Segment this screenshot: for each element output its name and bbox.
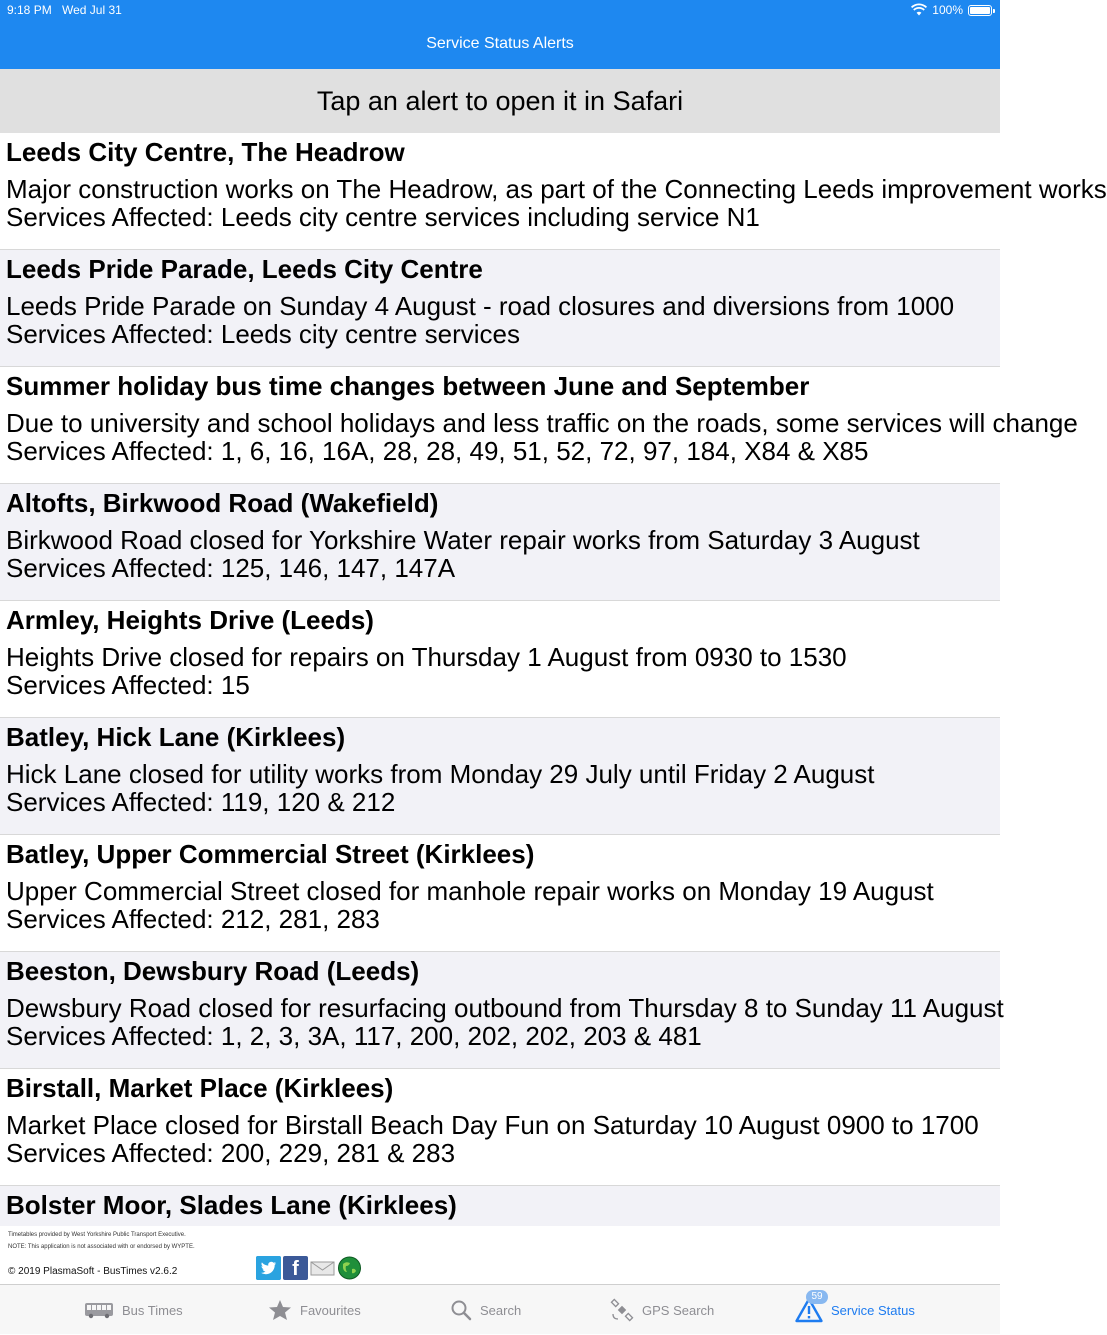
alert-services: Services Affected: 200, 229, 281 & 283	[6, 1138, 456, 1168]
alert-title: Leeds Pride Parade, Leeds City Centre	[6, 254, 483, 284]
tab-label: Favourites	[300, 1302, 361, 1318]
alert-item[interactable]	[0, 250, 1000, 367]
footer-attribution: Timetables provided by West Yorkshire Public Transport Executive.	[8, 1232, 186, 1238]
wifi-icon	[911, 4, 927, 16]
battery-percent: 100%	[932, 3, 963, 17]
alert-item[interactable]	[0, 952, 1004, 1069]
alert-description: Birkwood Road closed for Yorkshire Water repair works from Saturday 3 August	[6, 525, 920, 555]
footer	[0, 1226, 1000, 1284]
battery-icon	[968, 5, 992, 16]
alert-title: Leeds City Centre, The Headrow	[6, 137, 405, 167]
search-icon	[450, 1299, 472, 1321]
alert-description: Market Place closed for Birstall Beach Day Fun on Saturday 10 August 0900 to 1700	[6, 1110, 979, 1140]
facebook-icon[interactable]: f	[283, 1256, 308, 1280]
alert-description: Major construction works on The Headrow, as part of the Connecting Leeds improvement works	[6, 174, 1107, 204]
alert-item[interactable]	[0, 367, 1078, 484]
hint-banner: Tap an alert to open it in Safari	[0, 69, 1000, 133]
tab-bar	[0, 1284, 1000, 1334]
alert-title: Altofts, Birkwood Road (Wakefield)	[6, 488, 439, 518]
tab-bus-times[interactable]	[84, 1285, 183, 1335]
alert-title: Batley, Upper Commercial Street (Kirklees)	[6, 839, 535, 869]
star-icon	[268, 1299, 292, 1321]
alert-description: Heights Drive closed for repairs on Thursday 1 August from 0930 to 1530	[6, 642, 847, 672]
alert-services: Services Affected: 1, 6, 16, 16A, 28, 28, 49, 51, 52, 72, 97, 184, X84 & X85	[6, 436, 869, 466]
alert-title: Birstall, Market Place (Kirklees)	[6, 1073, 394, 1103]
tab-label: Bus Times	[122, 1302, 183, 1318]
alert-title: Armley, Heights Drive (Leeds)	[6, 605, 374, 635]
alert-item[interactable]	[0, 601, 1000, 718]
tab-label: Search	[480, 1302, 522, 1318]
page-title: Service Status Alerts	[426, 35, 574, 52]
alert-services: Services Affected: 119, 120 & 212	[6, 787, 396, 817]
alert-services: Services Affected: 15	[6, 670, 250, 700]
notification-badge: 59	[806, 1290, 828, 1304]
alert-item[interactable]	[0, 484, 1000, 601]
alert-item[interactable]	[0, 835, 1000, 952]
status-time: 9:18 PM	[7, 3, 52, 17]
tab-search[interactable]	[450, 1285, 521, 1335]
alert-description: Leeds Pride Parade on Sunday 4 August - road closures and diversions from 1000	[6, 291, 955, 321]
status-date: Wed Jul 31	[62, 3, 122, 17]
alert-item[interactable]	[0, 133, 1107, 250]
alert-item[interactable]	[0, 718, 1000, 835]
tab-favourites[interactable]	[268, 1285, 361, 1335]
alert-services: Services Affected: 212, 281, 283	[6, 904, 380, 934]
alert-title: Bolster Moor, Slades Lane (Kirklees)	[6, 1190, 457, 1220]
globe-icon[interactable]	[337, 1256, 362, 1280]
alert-title: Summer holiday bus time changes between June and September	[6, 371, 810, 401]
copyright: © 2019 PlasmaSoft - BusTimes v2.6.2	[8, 1266, 178, 1277]
status-indicators	[911, 3, 992, 17]
navigation-bar	[0, 0, 1000, 69]
bus-icon	[84, 1301, 114, 1319]
alerts-list[interactable]	[0, 133, 1107, 1226]
alert-title: Beeston, Dewsbury Road (Leeds)	[6, 956, 420, 986]
tab-label: Service Status	[831, 1302, 915, 1318]
alert-item[interactable]	[0, 1069, 1000, 1186]
alert-services: Services Affected: Leeds city centre services	[6, 319, 520, 349]
tab-label: GPS Search	[642, 1302, 715, 1318]
tab-gps-search[interactable]	[610, 1285, 714, 1335]
footer-disclaimer: NOTE: This application is not associated with or endorsed by WYPTE.	[8, 1244, 195, 1250]
mail-icon[interactable]	[310, 1256, 335, 1280]
share-buttons	[256, 1256, 362, 1280]
satellite-icon	[610, 1298, 634, 1322]
alert-description: Dewsbury Road closed for resurfacing outbound from Thursday 8 to Sunday 11 August	[6, 993, 1004, 1023]
alert-description: Upper Commercial Street closed for manhole repair works on Monday 19 August	[6, 876, 934, 906]
alert-services: Services Affected: 125, 146, 147, 147A	[6, 553, 456, 583]
alert-services: Services Affected: 1, 2, 3, 3A, 117, 200, 202, 202, 203 & 481	[6, 1021, 702, 1051]
twitter-icon[interactable]	[256, 1256, 281, 1280]
alert-description: Due to university and school holidays and less traffic on the roads, some services will change	[6, 408, 1078, 438]
alert-title: Batley, Hick Lane (Kirklees)	[6, 722, 346, 752]
alert-services: Services Affected: Leeds city centre services including service N1	[6, 202, 760, 232]
alert-description: Hick Lane closed for utility works from Monday 29 July until Friday 2 August	[6, 759, 875, 789]
